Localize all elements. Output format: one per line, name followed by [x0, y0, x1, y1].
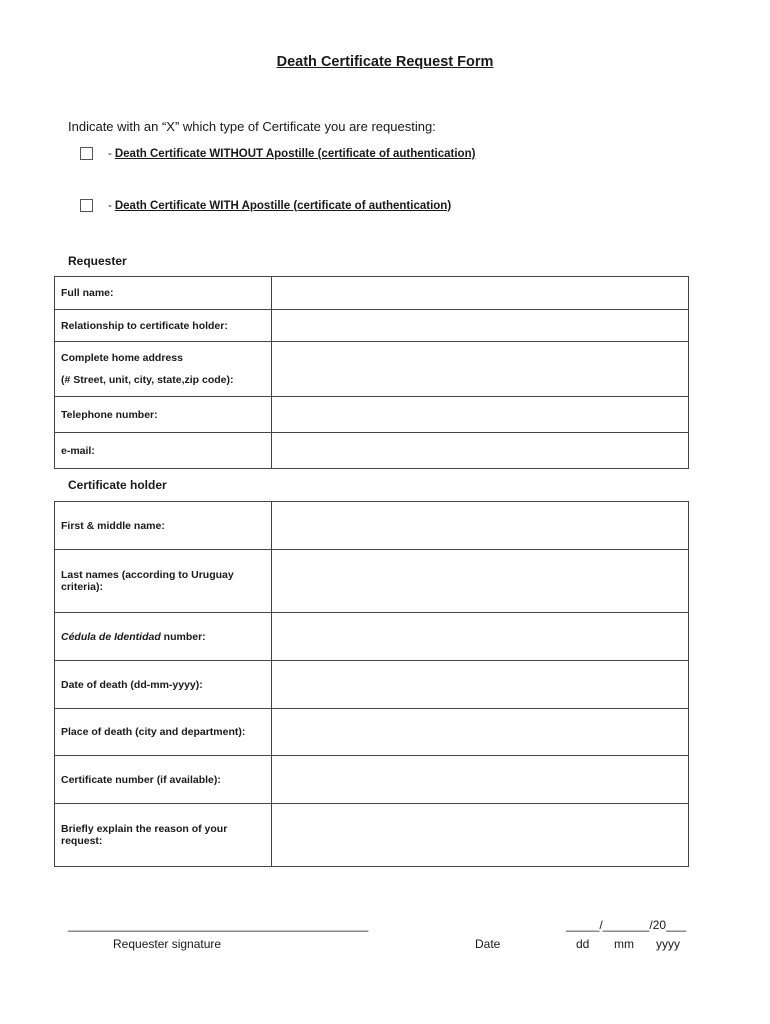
- telephone-field[interactable]: [272, 397, 689, 433]
- requester-table: [54, 276, 689, 469]
- table-row: [55, 550, 689, 613]
- signature-label: Requester signature: [113, 937, 222, 951]
- field-label: Place of death (city and department):: [55, 709, 272, 756]
- option-label: Death Certificate WITHOUT Apostille (certificate of authentication): [114, 147, 476, 160]
- table-row: [55, 613, 689, 661]
- cedula-number-field[interactable]: [272, 613, 689, 661]
- table-row: [55, 342, 689, 397]
- field-label: Certificate number (if available):: [55, 756, 272, 804]
- table-row: [55, 661, 689, 709]
- table-row: [55, 709, 689, 756]
- table-row: [55, 310, 689, 342]
- checkbox-with-apostille[interactable]: [80, 199, 93, 212]
- number-label: number:: [160, 630, 206, 643]
- field-label: Last names (according to Uruguay criteria):: [55, 550, 272, 613]
- requester-heading: Requester: [68, 254, 127, 268]
- date-line[interactable]: _____/_______/20___: [566, 918, 687, 932]
- table-row: [55, 756, 689, 804]
- home-address-field[interactable]: [272, 342, 689, 397]
- option-with-apostille[interactable]: [80, 199, 451, 212]
- table-row: [55, 433, 689, 469]
- holder-table: [54, 501, 689, 867]
- checkbox-without-apostille[interactable]: [80, 147, 93, 160]
- option-dash: -: [108, 199, 112, 212]
- relationship-field[interactable]: [272, 310, 689, 342]
- last-names-field[interactable]: [272, 550, 689, 613]
- field-label: Full name:: [55, 277, 272, 310]
- field-label: [55, 613, 272, 661]
- field-label: Relationship to certificate holder:: [55, 310, 272, 342]
- reason-field[interactable]: [272, 804, 689, 867]
- field-label: e-mail:: [55, 433, 272, 469]
- option-without-apostille[interactable]: [80, 147, 475, 160]
- field-label: Telephone number:: [55, 397, 272, 433]
- yyyy-label: yyyy: [656, 937, 680, 951]
- form-title: Death Certificate Request Form: [276, 54, 494, 70]
- email-field[interactable]: [272, 433, 689, 469]
- table-row: [55, 502, 689, 550]
- cedula-label: Cédula de Identidad: [61, 630, 161, 643]
- address-sublabel: (# Street, unit, city, state,zip code):: [61, 374, 234, 386]
- option-label: Death Certificate WITH Apostille (certificate of authentication): [114, 199, 452, 212]
- option-dash: -: [108, 147, 112, 160]
- field-label: Briefly explain the reason of your request:: [55, 804, 272, 867]
- field-label: First & middle name:: [55, 502, 272, 550]
- dd-label: dd: [576, 937, 590, 951]
- place-of-death-field[interactable]: [272, 709, 689, 756]
- field-label: [55, 342, 272, 397]
- instruction-text: Indicate with an “X” which type of Certificate you are requesting:: [68, 119, 436, 134]
- table-row: [55, 277, 689, 310]
- table-row: [55, 397, 689, 433]
- first-middle-name-field[interactable]: [272, 502, 689, 550]
- holder-heading: Certificate holder: [68, 478, 167, 492]
- mm-label: mm: [614, 937, 634, 951]
- signature-line[interactable]: _____________________________________________: [68, 918, 369, 932]
- full-name-field[interactable]: [272, 277, 689, 310]
- date-of-death-field[interactable]: [272, 661, 689, 709]
- field-label: Date of death (dd-mm-yyyy):: [55, 661, 272, 709]
- table-row: [55, 804, 689, 867]
- date-label: Date: [475, 937, 501, 951]
- address-label: Complete home address: [61, 352, 183, 364]
- certificate-number-field[interactable]: [272, 756, 689, 804]
